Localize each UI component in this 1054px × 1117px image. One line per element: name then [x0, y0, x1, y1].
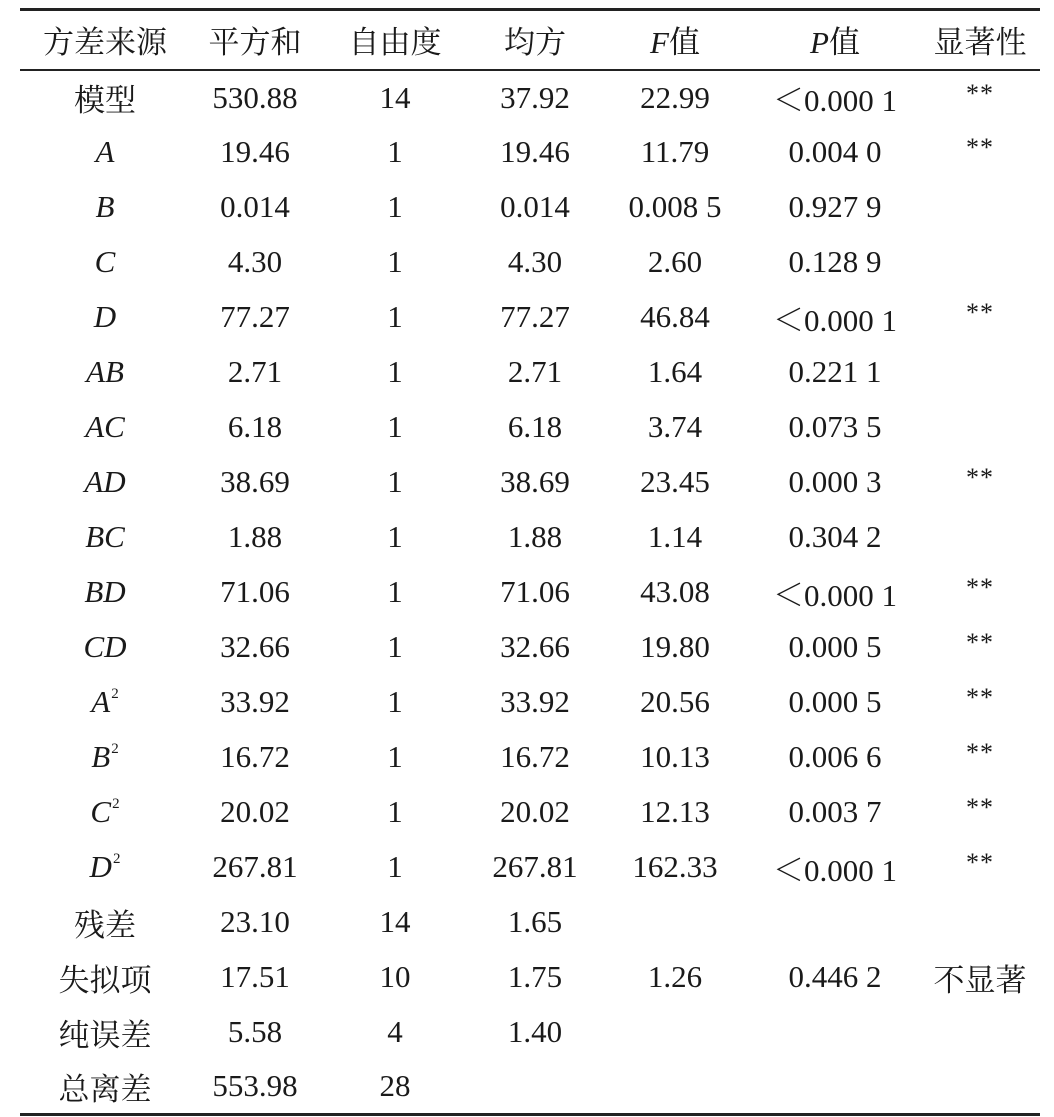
cell-p-value: 0.000 3: [788, 464, 882, 499]
header-sum-of-squares: 平方和: [190, 10, 320, 70]
cell-p-value: [750, 1005, 920, 1060]
table-row: [20, 125, 1040, 180]
table-row: [20, 345, 1040, 400]
cell-p-value: 0.128 9: [788, 244, 882, 279]
source-label: 残差: [74, 907, 136, 943]
cell-significance: [920, 180, 1040, 235]
cell-sum-of-squares: 553.98: [190, 1060, 320, 1115]
cell-p-value: [750, 895, 920, 950]
significance-stars: **: [966, 628, 994, 657]
cell-f-value: 11.79: [640, 134, 710, 169]
header-p-value: [750, 10, 920, 70]
cell-p-value: 0.073 5: [788, 409, 882, 444]
cell-mean-square: 16.72: [500, 739, 570, 774]
cell-mean-square: [470, 1060, 600, 1115]
table-row: [20, 510, 1040, 565]
source-exponent: 2: [111, 741, 119, 757]
source-exponent: 2: [112, 796, 120, 812]
significance-stars: **: [966, 738, 994, 767]
table-row: [20, 620, 1040, 675]
cell-p-value: 0.000 5: [788, 684, 882, 719]
table-row: [20, 895, 1040, 950]
table-row: [20, 1060, 1040, 1115]
cell-f-value: [600, 895, 750, 950]
cell-p-value: 0.000 5: [788, 629, 882, 664]
cell-source: [20, 345, 190, 400]
cell-source: [20, 950, 190, 1005]
source-label: B: [95, 189, 115, 224]
significance-stars: **: [966, 573, 994, 602]
cell-significance: [920, 1060, 1040, 1115]
significance-stars: **: [966, 133, 994, 162]
header-p-symbol: P: [810, 25, 829, 61]
cell-degrees-of-freedom: 1: [387, 849, 403, 884]
source-label: A: [91, 684, 111, 719]
cell-mean-square: 32.66: [500, 629, 570, 664]
cell-f-value: 2.60: [647, 244, 703, 279]
cell-significance: [920, 675, 1040, 730]
significance-text: 不显著: [933, 962, 1027, 998]
header-degrees-of-freedom: 自由度: [320, 10, 470, 70]
cell-p-value: 0.004 0: [788, 134, 882, 169]
source-label: 总离差: [58, 1071, 152, 1107]
cell-significance: [920, 565, 1040, 620]
table-header: [20, 10, 1040, 70]
cell-f-value: 1.26: [647, 959, 703, 994]
cell-p-value: 0.446 2: [788, 959, 882, 994]
cell-p-value: [750, 1060, 920, 1115]
cell-source: [20, 455, 190, 510]
cell-mean-square: 33.92: [500, 684, 570, 719]
cell-f-value: 1.14: [647, 519, 703, 554]
cell-p-value: ＜0.000 1: [773, 852, 897, 888]
cell-p-value: 0.221 1: [788, 354, 882, 389]
cell-degrees-of-freedom: 1: [387, 794, 403, 829]
cell-significance: [920, 235, 1040, 290]
cell-f-value: 1.64: [647, 354, 703, 389]
cell-significance: [920, 785, 1040, 840]
table-body: [20, 70, 1040, 1115]
header-f-symbol: F: [650, 25, 669, 61]
cell-f-value: 0.008 5: [628, 189, 722, 224]
cell-mean-square: 4.30: [507, 244, 563, 279]
significance-stars: **: [966, 298, 994, 327]
cell-significance: [920, 290, 1040, 345]
cell-degrees-of-freedom: 10: [379, 959, 411, 994]
cell-sum-of-squares: 17.51: [220, 959, 290, 994]
cell-degrees-of-freedom: 1: [387, 684, 403, 719]
table-row: [20, 70, 1040, 125]
cell-degrees-of-freedom: 1: [387, 299, 403, 334]
cell-p-value: 0.006 6: [788, 739, 882, 774]
cell-significance: [920, 950, 1040, 1005]
cell-sum-of-squares: 530.88: [212, 79, 298, 115]
cell-sum-of-squares: 32.66: [220, 629, 290, 664]
cell-f-value: 10.13: [640, 739, 710, 774]
header-row: [20, 10, 1040, 70]
cell-f-value: 22.99: [640, 79, 710, 115]
header-source: 方差来源: [20, 10, 190, 70]
header-significance: 显著性: [920, 10, 1040, 70]
cell-degrees-of-freedom: 1: [387, 629, 403, 664]
cell-significance: [920, 730, 1040, 785]
cell-significance: [920, 125, 1040, 180]
cell-mean-square: 71.06: [500, 574, 570, 609]
cell-degrees-of-freedom: 1: [387, 244, 403, 279]
cell-mean-square: 19.46: [500, 134, 570, 169]
cell-mean-square: 2.71: [507, 354, 563, 389]
cell-mean-square: 1.75: [507, 959, 563, 994]
cell-degrees-of-freedom: 1: [387, 134, 403, 169]
cell-mean-square: 6.18: [507, 409, 563, 444]
cell-source: [20, 620, 190, 675]
cell-source: [20, 125, 190, 180]
cell-degrees-of-freedom: 1: [387, 189, 403, 224]
cell-f-value: 19.80: [640, 629, 710, 664]
source-label: CD: [83, 629, 127, 664]
significance-stars: **: [966, 463, 994, 492]
cell-f-value: 12.13: [640, 794, 710, 829]
table-row: [20, 675, 1040, 730]
cell-source: [20, 1060, 190, 1115]
cell-degrees-of-freedom: 1: [387, 464, 403, 499]
cell-p-value: ＜0.000 1: [773, 83, 897, 118]
cell-f-value: [600, 1060, 750, 1115]
table-row: [20, 455, 1040, 510]
cell-degrees-of-freedom: 14: [379, 79, 411, 115]
cell-source: [20, 895, 190, 950]
cell-mean-square: 38.69: [500, 464, 570, 499]
cell-degrees-of-freedom: 4: [387, 1014, 403, 1049]
table-row: [20, 950, 1040, 1005]
cell-significance: [920, 840, 1040, 895]
source-label: C: [94, 244, 116, 279]
cell-significance: [920, 455, 1040, 510]
cell-sum-of-squares: 20.02: [220, 794, 290, 829]
cell-degrees-of-freedom: 1: [387, 739, 403, 774]
cell-significance: [920, 70, 1040, 125]
significance-stars: **: [966, 78, 994, 108]
source-label: BC: [85, 519, 125, 554]
significance-stars: **: [966, 683, 994, 712]
cell-source: [20, 180, 190, 235]
cell-degrees-of-freedom: 1: [387, 409, 403, 444]
table-row: [20, 1005, 1040, 1060]
cell-source: [20, 565, 190, 620]
cell-p-value: ＜0.000 1: [773, 302, 897, 338]
source-exponent: 2: [111, 686, 119, 702]
significance-stars: **: [966, 793, 994, 822]
source-label: C: [90, 794, 112, 829]
cell-p-value: 0.003 7: [788, 794, 882, 829]
cell-mean-square: 0.014: [500, 189, 570, 224]
cell-significance: [920, 895, 1040, 950]
cell-sum-of-squares: 1.88: [227, 519, 283, 554]
cell-f-value: [600, 1005, 750, 1060]
cell-p-value: 0.927 9: [788, 189, 882, 224]
cell-f-value: 3.74: [647, 409, 703, 444]
cell-source: [20, 675, 190, 730]
cell-sum-of-squares: 0.014: [220, 189, 290, 224]
cell-source: [20, 70, 190, 125]
source-label: D: [89, 849, 112, 884]
cell-mean-square: 37.92: [500, 79, 570, 115]
cell-sum-of-squares: 6.18: [227, 409, 283, 444]
source-label: AB: [86, 354, 124, 389]
source-label: B: [91, 739, 111, 774]
cell-significance: [920, 345, 1040, 400]
cell-degrees-of-freedom: 1: [387, 574, 403, 609]
cell-mean-square: 1.65: [507, 904, 563, 939]
source-label: AD: [84, 464, 126, 499]
cell-sum-of-squares: 23.10: [220, 904, 290, 939]
source-exponent: 2: [112, 851, 121, 867]
cell-sum-of-squares: 77.27: [220, 299, 290, 334]
table-row: [20, 400, 1040, 455]
table-row: [20, 730, 1040, 785]
cell-source: [20, 785, 190, 840]
header-f-suffix: 值: [668, 25, 700, 61]
cell-sum-of-squares: 19.46: [220, 134, 290, 169]
significance-stars: **: [966, 848, 994, 877]
cell-degrees-of-freedom: 1: [387, 354, 403, 389]
source-label: 纯误差: [58, 1017, 152, 1053]
cell-sum-of-squares: 4.30: [227, 244, 283, 279]
cell-mean-square: 1.40: [507, 1014, 563, 1049]
header-p-suffix: 值: [828, 25, 860, 61]
header-f-value: [600, 10, 750, 70]
source-label: BD: [84, 574, 126, 609]
cell-mean-square: 1.88: [507, 519, 563, 554]
cell-source: [20, 840, 190, 895]
cell-f-value: 23.45: [640, 464, 710, 499]
cell-significance: [920, 1005, 1040, 1060]
table-row: [20, 840, 1040, 895]
cell-sum-of-squares: 38.69: [220, 464, 290, 499]
anova-table: [20, 8, 1040, 1116]
source-label: A: [95, 134, 115, 169]
cell-f-value: 46.84: [640, 299, 710, 334]
table-row: [20, 290, 1040, 345]
source-label: AC: [85, 409, 125, 444]
cell-sum-of-squares: 16.72: [220, 739, 290, 774]
cell-mean-square: 267.81: [492, 849, 578, 884]
cell-degrees-of-freedom: 28: [320, 1060, 470, 1115]
cell-source: [20, 400, 190, 455]
cell-f-value: 43.08: [640, 574, 710, 609]
table-row: [20, 180, 1040, 235]
cell-source: [20, 730, 190, 785]
source-label: 失拟项: [58, 962, 152, 998]
table-row: [20, 235, 1040, 290]
cell-significance: [920, 620, 1040, 675]
cell-p-value: 0.304 2: [788, 519, 882, 554]
cell-source: [20, 290, 190, 345]
cell-significance: [920, 510, 1040, 565]
cell-source: [20, 1005, 190, 1060]
cell-sum-of-squares: 5.58: [227, 1014, 283, 1049]
table-row: [20, 565, 1040, 620]
cell-source: [20, 510, 190, 565]
cell-source: [20, 235, 190, 290]
cell-f-value: 162.33: [632, 849, 718, 884]
source-label: D: [93, 299, 117, 334]
cell-mean-square: 77.27: [500, 299, 570, 334]
table-row: [20, 785, 1040, 840]
cell-degrees-of-freedom: 14: [379, 904, 411, 939]
header-mean-square: 均方: [470, 10, 600, 70]
cell-significance: [920, 400, 1040, 455]
cell-sum-of-squares: 71.06: [220, 574, 290, 609]
cell-degrees-of-freedom: 1: [387, 519, 403, 554]
cell-sum-of-squares: 33.92: [220, 684, 290, 719]
cell-mean-square: 20.02: [500, 794, 570, 829]
cell-f-value: 20.56: [640, 684, 710, 719]
cell-sum-of-squares: 2.71: [227, 354, 283, 389]
source-label: 模型: [74, 83, 136, 118]
cell-p-value: ＜0.000 1: [773, 577, 897, 613]
cell-sum-of-squares: 267.81: [212, 849, 298, 884]
